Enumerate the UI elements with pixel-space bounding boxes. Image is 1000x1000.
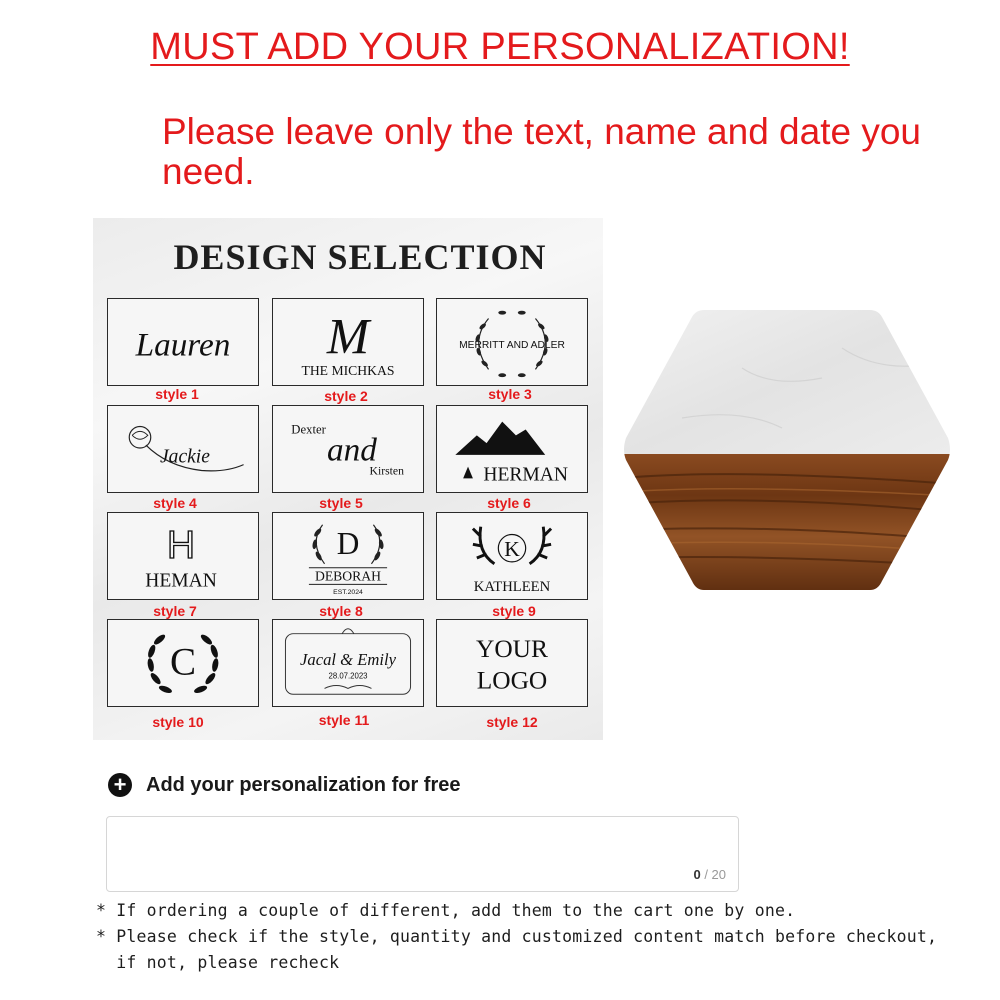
style-6-label: style 6	[487, 495, 531, 511]
style-10-card[interactable]	[107, 619, 259, 707]
style-9-name: KATHLEEN	[473, 579, 551, 596]
style-2-monogram: M	[326, 308, 370, 365]
design-selection-title: DESIGN SELECTION	[173, 237, 547, 277]
style-10-label: style 10	[152, 714, 204, 730]
style-4-label: style 4	[153, 495, 197, 511]
character-count: 0	[693, 867, 701, 882]
style-8-monogram: D	[336, 526, 360, 562]
style-12-line-2: LOGO	[476, 666, 548, 695]
style-5-and: and	[326, 431, 377, 469]
style-7-card[interactable]	[107, 512, 259, 600]
style-12-line-1: YOUR	[476, 635, 548, 664]
style-6-name: HERMAN	[483, 464, 569, 486]
style-1-card[interactable]	[107, 298, 259, 386]
style-9-card[interactable]	[436, 512, 588, 600]
style-11-label: style 11	[318, 712, 370, 728]
style-3-name: MERRITT AND ADLER	[459, 339, 565, 351]
style-11-date: 28.07.2023	[328, 671, 368, 681]
style-5-card[interactable]	[272, 405, 424, 493]
style-6-card[interactable]	[436, 405, 588, 493]
style-12-label: style 12	[486, 714, 538, 730]
style-11-names: Jacal & Emily	[300, 649, 396, 669]
add-personalization-row[interactable]	[108, 770, 460, 800]
leaf-wreath-icon	[437, 299, 587, 385]
style-11-card[interactable]	[272, 619, 424, 707]
style-5-name-top: Dexter	[291, 422, 326, 437]
plus-circle-icon[interactable]: +	[108, 773, 132, 797]
character-max: / 20	[704, 867, 726, 882]
floral-frame-icon	[273, 620, 423, 706]
style-9-monogram: K	[504, 537, 520, 561]
style-2-name: THE MICHKAS	[301, 363, 395, 379]
style-1-name: Lauren	[135, 326, 231, 364]
style-7-label: style 7	[153, 603, 197, 619]
note-line-1: * If ordering a couple of different, add them to the cart one by one.	[96, 901, 796, 920]
personalization-text-field[interactable]	[106, 816, 739, 892]
style-8-card[interactable]	[272, 512, 424, 600]
laurel-wreath-icon	[108, 620, 258, 706]
rose-icon	[108, 406, 258, 492]
style-1-label: style 1	[155, 386, 199, 402]
style-7-monogram: H	[166, 523, 196, 567]
style-8-name: DEBORAH	[314, 568, 382, 584]
character-counter	[693, 867, 726, 882]
style-7-name: HEMAN	[145, 570, 217, 592]
style-4-name: Jackie	[160, 446, 210, 468]
style-2-label: style 2	[324, 388, 368, 404]
style-5-label: style 5	[319, 495, 363, 511]
add-personalization-label: Add your personalization for free	[146, 773, 461, 796]
note-line-2: * Please check if the style, quantity and customized content match before checkout,	[96, 927, 938, 946]
style-10-monogram: C	[169, 640, 197, 684]
subheadline: Please leave only the text, name and date you need.	[162, 111, 922, 192]
style-8-est: EST.2024	[333, 589, 363, 597]
headline: MUST ADD YOUR PERSONALIZATION!	[150, 26, 850, 68]
style-5-name-bottom: Kirsten	[369, 464, 404, 478]
hexagon-coaster-image	[622, 308, 952, 592]
note-line-3: if not, please recheck	[96, 953, 340, 972]
style-4-card[interactable]	[107, 405, 259, 493]
style-12-card[interactable]	[436, 619, 588, 707]
style-3-label: style 3	[488, 386, 532, 402]
style-2-card[interactable]	[272, 298, 424, 386]
mountain-icon	[437, 406, 587, 492]
laurel-icon	[273, 513, 423, 599]
style-3-card[interactable]	[436, 298, 588, 386]
style-8-label: style 8	[319, 603, 363, 619]
antlers-icon	[437, 513, 587, 599]
style-9-label: style 9	[492, 603, 536, 619]
